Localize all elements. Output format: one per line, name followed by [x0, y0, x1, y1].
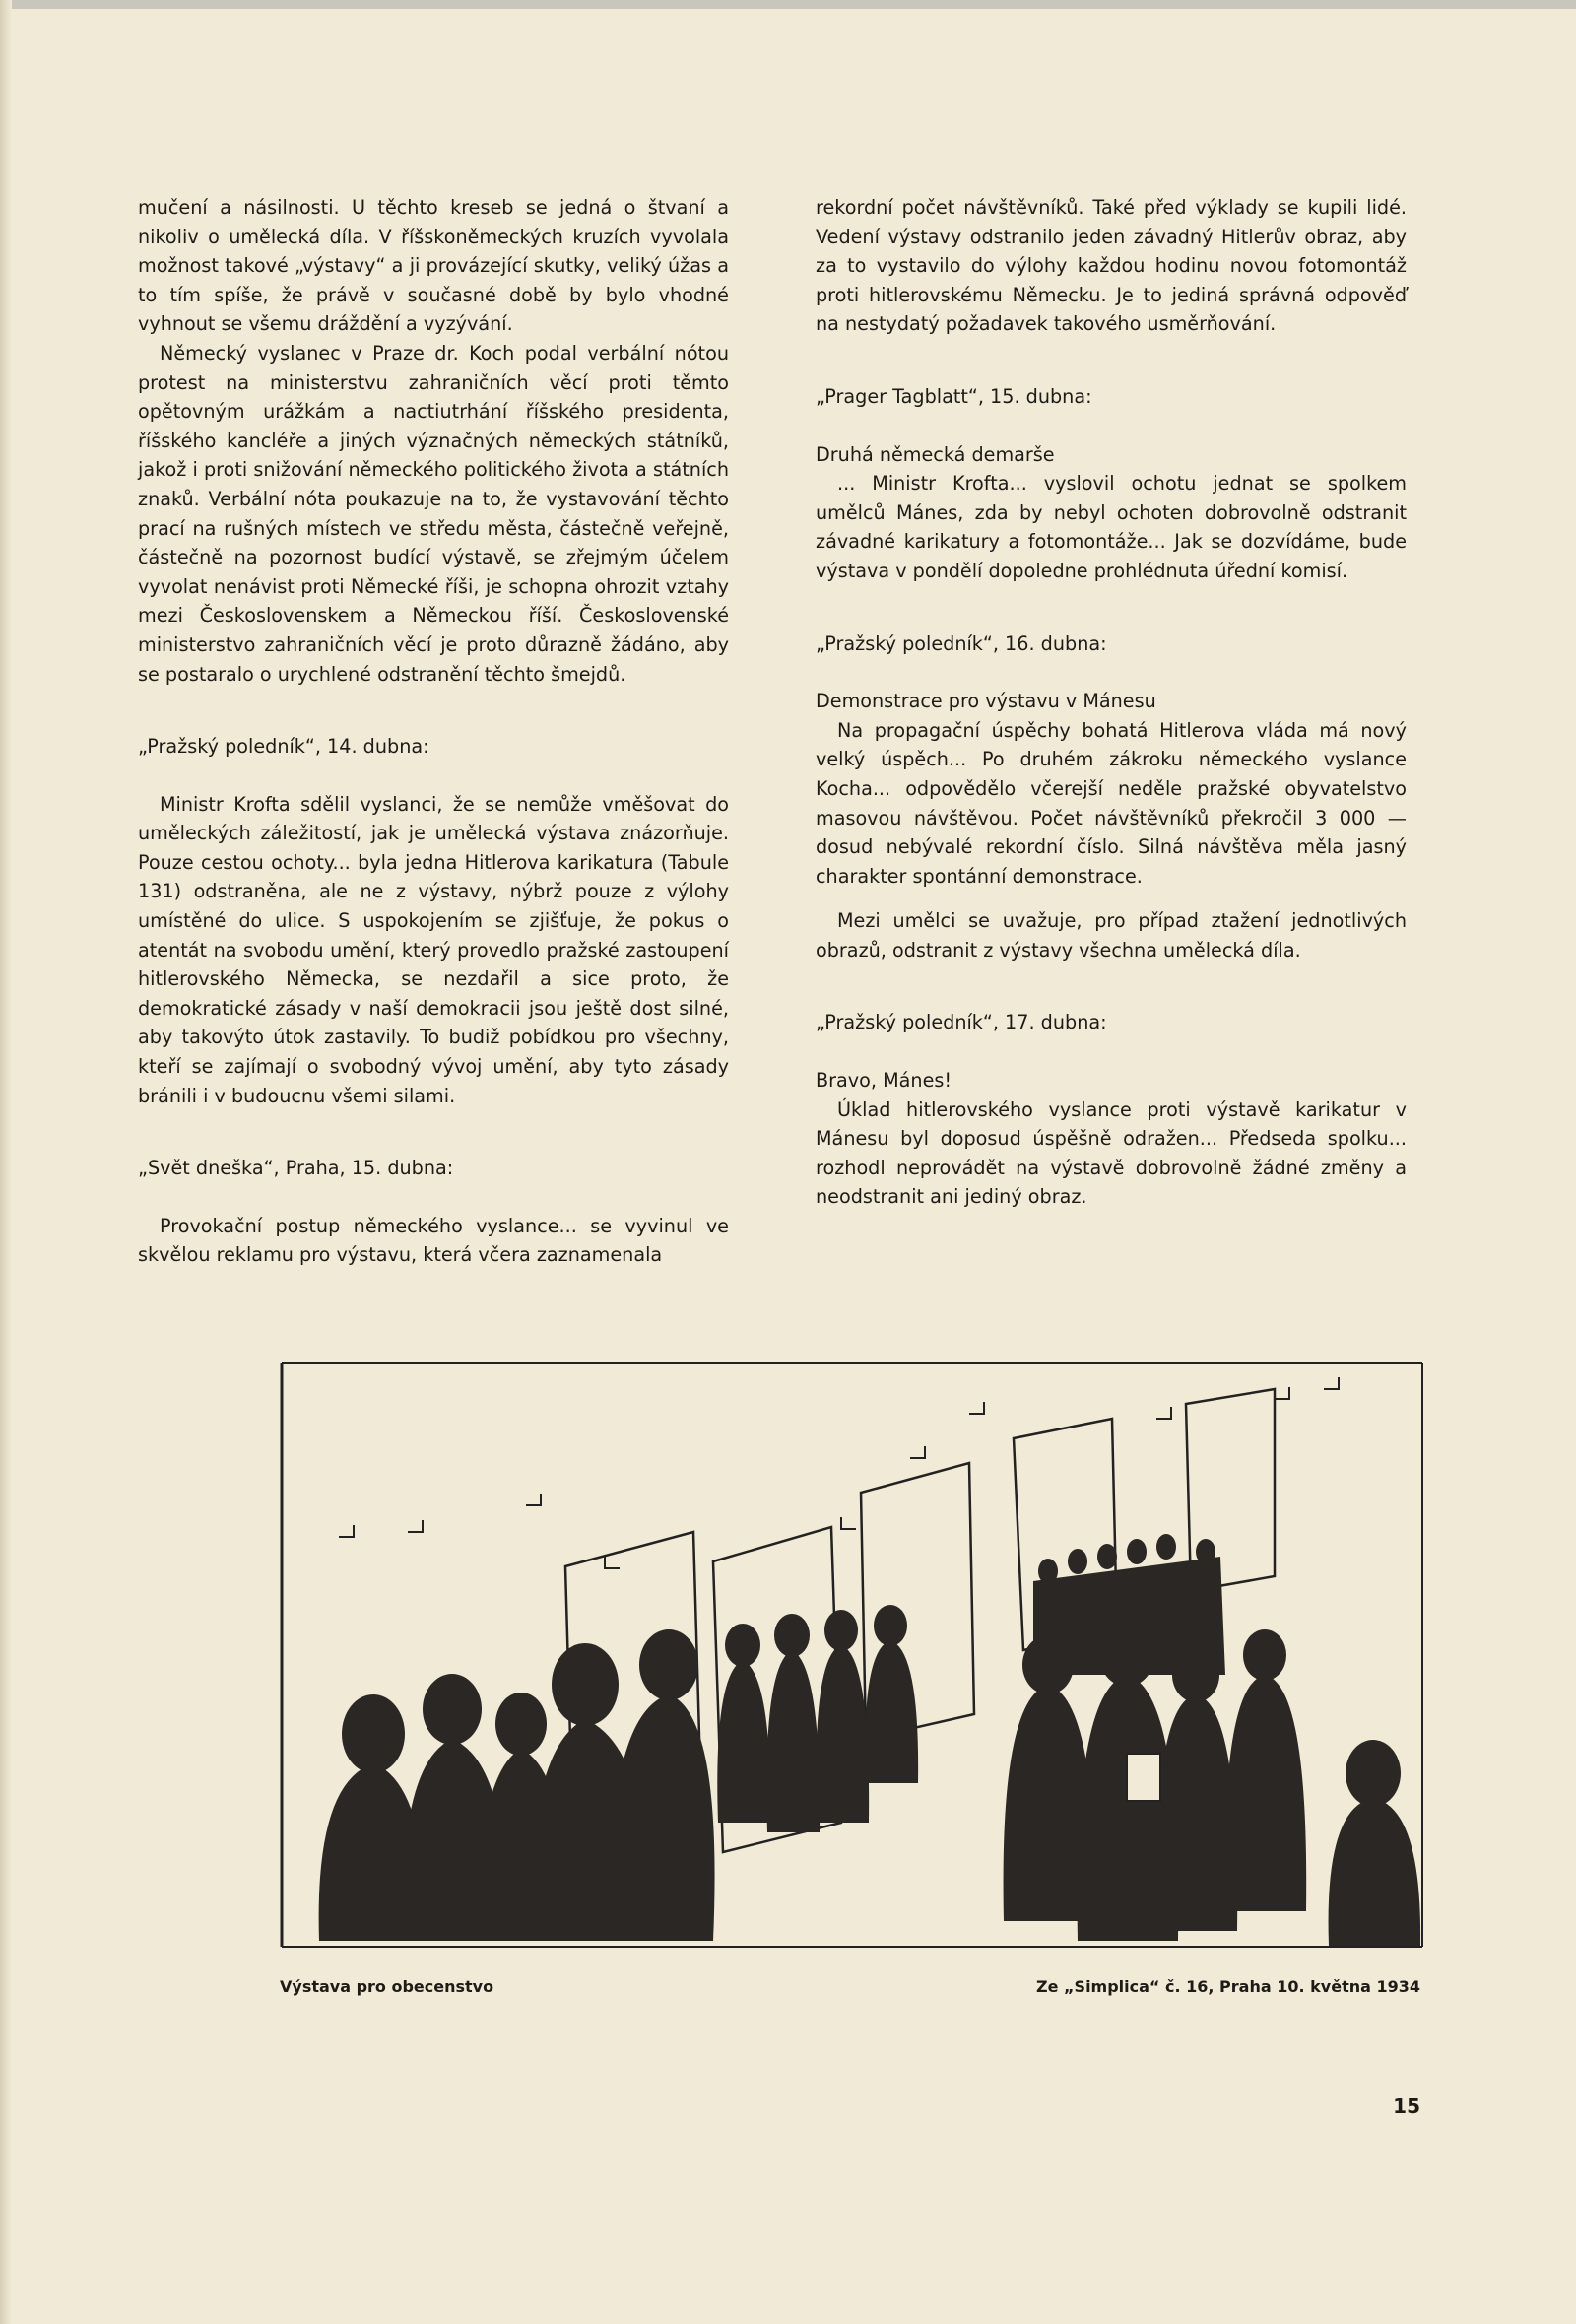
left-paragraph-4: Provokační postup německého vyslance... se vyvinul ve skvělou reklamu pro výstavu, která včera zaznamenala: [138, 1214, 729, 1267]
right-column: [816, 193, 1407, 1212]
cartoon-illustration: [280, 1360, 1424, 1951]
left-paragraph-2: Německý vyslanec v Praze dr. Koch podal verbální nótou protest na ministerstvu zahraničních věcí proti těmto opětovným urážkám a nactiutrhání říšského presidenta, říšského kancléře a jiných význačných německých státníků, jakož i proti snižování německého politického života a státních znaků. Verbální nóta poukazuje na to, že vystavování těchto prací na rušných místech ve středu města, částečně veřejně, částečně na pozornost budící výstavě, se zřejmým účelem vyvolat nenávist proti Německé říši, je schopna ohrozit vztahy mezi Československem a Německou říší. Československé ministerstvo zahraničních věcí je proto důrazně žádáno, aby se postaralo o urychlené odstranění těchto šmejdů.: [138, 341, 729, 686]
right-paragraph-5: Úklad hitlerovského vyslance proti výstavě karikatur v Mánesu byl doposud úspěšně odražen... Předseda spolku... rozhodl neprovádět na výstavě dobrovolně žádné změny a neodstranit ani jediný obraz.: [816, 1097, 1407, 1209]
right-paragraph-3: Na propagační úspěchy bohatá Hitlerova vláda má nový velký úspěch... Po druhém zákroku německého vyslance Kocha... odpovědělo včerejší neděle pražské obyvatelstvo masovou návštěvou. Počet návštěvníků překročil 3 000 — dosud nebývalé rekordní číslo. Silná návštěva měla jasný charakter spontánní demonstrace.: [816, 718, 1407, 888]
page-number: 15: [1393, 2094, 1420, 2118]
right-paragraph-4: Mezi umělci se uvažuje, pro případ ztažení jednotlivých obrazů, odstranit z výstavy všechna umělecká díla.: [816, 909, 1407, 962]
right-paragraph-1: rekordní počet návštěvníků. Také před výklady se kupili lidé. Vedení výstavy odstranilo jeden závadný Hitlerův obraz, aby za to vystavilo do výlohy každou hodinu novou fotomontáž proti hitlerovskému Německu. Je to jediná správná odpověď na nestydatý požadavek takového usměrňování.: [816, 196, 1407, 336]
right-paragraph-2: ... Ministr Krofta... vyslovil ochotu jednat se spolkem umělců Mánes, zda by nebyl ochoten dobrovolně odstranit závadné karikatury a fotomontáže... Jak se dozvídáme, bude výstava v pondělí dopoledne prohlédnuta úřední komisí.: [816, 472, 1407, 582]
left-source-1: „Pražský poledník“, 14. dubna:: [138, 735, 429, 759]
figure-source: Ze „Simplica“ č. 16, Praha 10. května 1934: [1036, 1977, 1420, 1996]
right-source-3: „Pražský poledník“, 17. dubna:: [816, 1011, 1107, 1034]
right-heading-3: Bravo, Mánes!: [816, 1069, 952, 1093]
scan-top-edge: [0, 0, 1576, 9]
figure-caption: Výstava pro obecenstvo: [280, 1977, 494, 1996]
left-column: [138, 193, 729, 1270]
right-source-1: „Prager Tagblatt“, 15. dubna:: [816, 384, 1092, 408]
left-paragraph-3: Ministr Krofta sdělil vyslanci, že se nemůže vměšovat do uměleckých záležitostí, jak je umělecká výstava znázorňuje. Pouze cestou ochoty... byla jedna Hitlerova karikatura (Tabule 131) odstraněna, ale ne z výstavy, nýbrž pouze z výlohy umístěné do ulice. S uspokojením se zjišťuje, že pokus o atentát na svobodu umění, který provedlo pražské zastoupení hitlerovského Německa, se nezdařil a sice proto, že demokratické zásady v naší demokracii jsou ještě dost silné, aby takovýto útok zastavily. To budiž pobídkou pro všechny, kteří se zajímají o svobodný vývoj umění, aby tyto zásady bránili i v budoucnu všemi silami.: [138, 792, 729, 1107]
right-heading-1: Druhá německá demarše: [816, 442, 1055, 466]
left-paragraph-1: mučení a násilnosti. U těchto kreseb se jedná o štvaní a nikoliv o umělecká díla. V říšskoněmeckých kruzích vyvolala možnost takové „výstavy“ a ji provázející skutky, veliký úžas a to tím spíše, že právě v současné době by bylo vhodné vyhnout se všemu dráždění a vyzývání.: [138, 196, 729, 336]
right-source-2: „Pražský poledník“, 16. dubna:: [816, 631, 1107, 655]
cartoon-catalogue: [1127, 1754, 1160, 1801]
cartoon-crowd: [319, 1534, 1420, 1946]
left-source-2: „Svět dneška“, Praha, 15. dubna:: [138, 1157, 454, 1180]
scan-left-edge: [0, 0, 12, 2324]
right-heading-2: Demonstrace pro výstavu v Mánesu: [816, 690, 1156, 713]
